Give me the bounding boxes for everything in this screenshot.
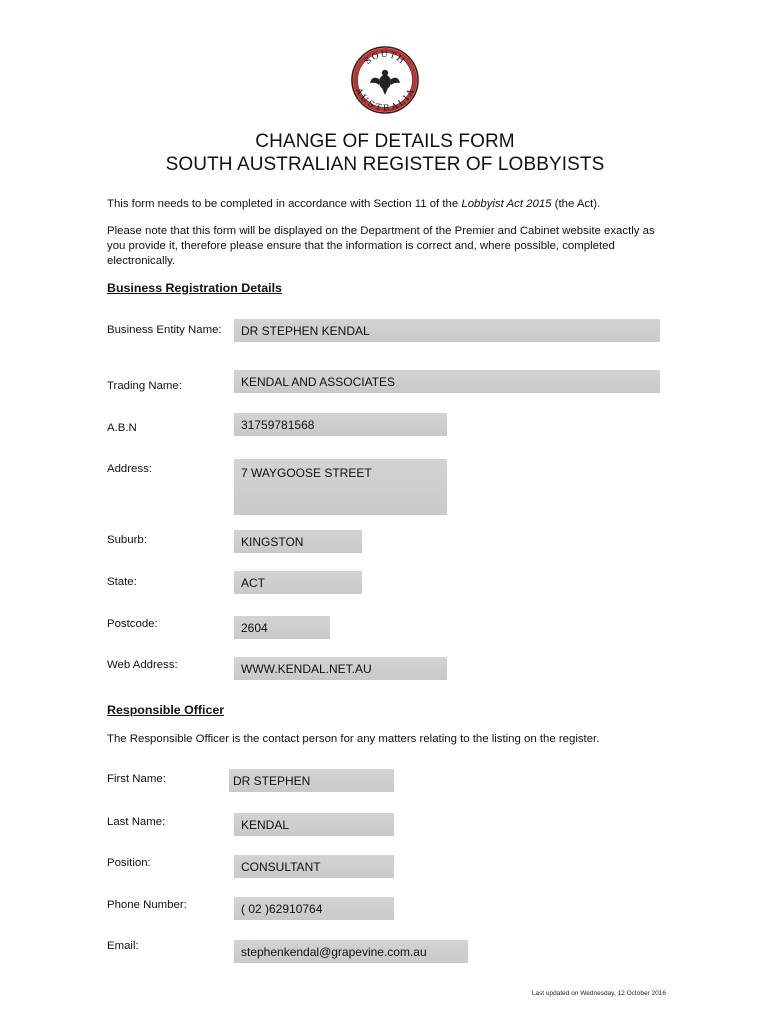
web-address-field[interactable]: WWW.KENDAL.NET.AU — [234, 657, 447, 680]
state-field[interactable]: ACT — [234, 571, 362, 594]
entity-name-label: Business Entity Name: — [107, 324, 222, 336]
notice-paragraph: Please note that this form will be displayed on the Department of the Premier and Cabinet website exactly as you provide it, therefore please ensure that the information is correct and, where possible, completed electronically. — [107, 225, 655, 267]
postcode-field[interactable]: 2604 — [234, 616, 330, 639]
postcode-label: Postcode: — [107, 618, 158, 630]
web-address-label: Web Address: — [107, 659, 178, 671]
intro-paragraph: This form needs to be completed in accordance with Section 11 of the Lobbyist Act 2015 (the Act). — [107, 198, 601, 210]
position-label: Position: — [107, 857, 151, 869]
abn-label: A.B.N — [107, 422, 137, 434]
svg-text:AUSTRALIA: AUSTRALIA — [353, 86, 417, 114]
address-label: Address: — [107, 463, 152, 475]
officer-section-heading: Responsible Officer — [107, 703, 225, 717]
entity-name-field[interactable]: DR STEPHEN KENDAL — [234, 319, 660, 342]
phone-label: Phone Number: — [107, 899, 187, 911]
trading-name-label: Trading Name: — [107, 380, 182, 392]
last-name-field[interactable]: KENDAL — [234, 813, 394, 836]
abn-field[interactable]: 31759781568 — [234, 413, 447, 436]
business-section-heading: Business Registration Details — [107, 281, 282, 295]
suburb-field[interactable]: KINGSTON — [234, 530, 362, 553]
email-label: Email: — [107, 940, 139, 952]
first-name-label: First Name: — [107, 773, 166, 785]
act-name: Lobbyist Act 2015 — [461, 198, 552, 210]
suburb-label: Suburb: — [107, 534, 147, 546]
email-field[interactable]: stephenkendal@grapevine.com.au — [234, 940, 468, 963]
last-name-label: Last Name: — [107, 816, 166, 828]
svg-text:SOUTH: SOUTH — [362, 49, 407, 67]
position-field[interactable]: CONSULTANT — [234, 855, 394, 878]
form-title: CHANGE OF DETAILS FORM — [255, 131, 515, 152]
state-label: State: — [107, 576, 137, 588]
trading-name-field[interactable]: KENDAL AND ASSOCIATES — [234, 370, 660, 393]
first-name-field[interactable]: DR STEPHEN — [229, 769, 394, 792]
form-subtitle: SOUTH AUSTRALIAN REGISTER OF LOBBYISTS — [165, 154, 605, 175]
officer-description: The Responsible Officer is the contact person for any matters relating to the listing on the register. — [107, 733, 600, 745]
phone-field[interactable]: ( 02 )62910764 — [234, 897, 394, 920]
south-australia-seal — [350, 45, 420, 115]
last-updated-note: Last updated on Wednesday, 12 October 2016 — [531, 990, 666, 997]
address-field[interactable]: 7 WAYGOOSE STREET — [234, 459, 447, 515]
